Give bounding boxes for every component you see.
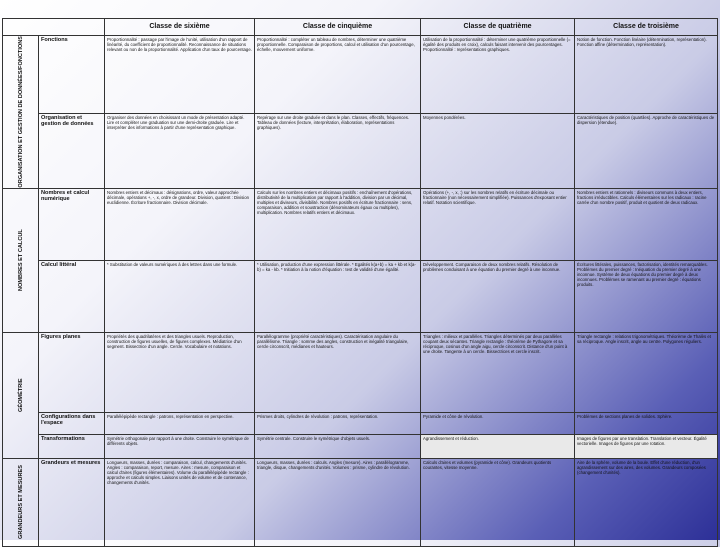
cell-troisieme: Caractéristiques de position (quartiles). Approche de caractéristiques de dispersion (étendue). — [575, 113, 718, 188]
cell-quatrieme: Triangles : milieux et parallèles. Triangles déterminés par deux parallèles coupant deux sécantes. Triangle rectangle : théorème de Pythagore et sa réciproque, cosinus d'un angle aigu, cercle circonscrit. Distance d'un point à une droite. Tangente à un cercle. Bissectrices et cercle inscrit. — [421, 332, 575, 412]
table-row — [3, 113, 718, 188]
table-row — [3, 332, 718, 412]
row-label: Transformations — [39, 434, 105, 458]
cell-quatrieme: Développement. Comparaison de deux nombres relatifs. Résolution de problèmes conduisant à une équation du premier degré à une inconnue. — [421, 260, 575, 332]
cell-troisieme: Aire de la sphère, volume de la boule. Effet d'une réduction, d'un agrandissement sur des aires, des volumes. Grandeurs composées (changement d'unités). — [575, 458, 718, 546]
cell-quatrieme: Calculs d'aires et volumes (pyramide et cône). Grandeurs quotients courantes, vitesse moyenne. — [421, 458, 575, 546]
cell-cinquieme: Symétrie centrale. Construire le symétrique d'objets usuels. — [255, 434, 421, 458]
domain-nombres: NOMBRES ET CALCUL — [3, 188, 39, 332]
cell-quatrieme: Moyennes pondérées. — [421, 113, 575, 188]
cell-cinquieme: Prismes droits, cylindres de révolution : patrons, représentation. — [255, 412, 421, 434]
cell-sixieme: Organiser des données en choisissant un mode de présentation adapté. Lire et compléter une graduation sur une demi-droite graduée. Lire et interpréter des informations à partir d'une représentation graphique. — [105, 113, 255, 188]
row-label: Nombres et calcul numérique — [39, 188, 105, 260]
header-troisieme: Classe de troisième — [575, 19, 718, 36]
cell-sixieme: Longueurs, masses, durées : comparaison, calcul, changements d'unités. Angles : comparaison, report, mesure. Aires : mesure, comparaison et calcul d'aires (figures élémentaires). Volume du parallélépipède rectangle : approche et calculs simples. Liaisons unités de volume et de contenance, changements d'unités. — [105, 458, 255, 546]
table-row — [3, 412, 718, 434]
cell-cinquieme: Parallélogramme (propriété caractéristiques). Caractérisation angulaire du parallélisme. Triangle : somme des angles, construction et inégalité triangulaire, cercle circonscrit, médianes et hauteurs. — [255, 332, 421, 412]
cell-cinquieme: Proportionnalité : compléter un tableau de nombres, déterminer une quatrième proportionnelle. Comparaison de proportions, calcul et utilisation d'un pourcentage, échelle, mouvement uniforme. — [255, 36, 421, 114]
curriculum-sheet — [2, 18, 717, 540]
table-row — [3, 36, 718, 114]
header-row — [3, 19, 718, 36]
domain-grandeurs: GRANDEURS ET MESURES — [3, 458, 39, 546]
cell-cinquieme: Calculs sur les nombres entiers et décimaux positifs : enchaînement d'opérations, distributivité de la multiplication par rapport à l'addition, division par un décimal, multiples et diviseurs, divisibilité. Nombres positifs en écriture fractionnaire : sens, comparaison, addition et soustraction (dénominateurs égaux ou multiples), multiplication. Nombres relatifs entiers et décimaux. — [255, 188, 421, 260]
cell-quatrieme: Utilisation de la proportionnalité : déterminer une quatrième proportionnelle (= égalité des produits en croix), calculs faisant intervenir des pourcentages. Proportionnalité : représentations graphiques. — [421, 36, 575, 114]
cell-cinquieme: Repérage sur une droite graduée et dans le plan. Classes, effectifs, fréquences. Tableau de données (lecture, interprétation, élaboration, représentations graphiques). — [255, 113, 421, 188]
cell-sixieme: * Substitution de valeurs numériques à des lettres dans une formule. — [105, 260, 255, 332]
row-label: Figures planes — [39, 332, 105, 412]
progression-table — [2, 18, 718, 547]
cell-sixieme: Symétrie orthogonale par rapport à une droite. Construire le symétrique de différents objets. — [105, 434, 255, 458]
domain-organisation: ORGANISATION ET GESTION DE DONNÉES/FONCTIONS — [3, 36, 39, 189]
cell-cinquieme: * Utilisation, production d'une expression littérale. * Egalités k(a+b) = ka + kb et k(a-b) = ka - kb. * Initiation à la notion d'équation : test de validité d'une égalité. — [255, 260, 421, 332]
header-cinquieme: Classe de cinquième — [255, 19, 421, 36]
domain-geometrie: GÉOMÉTRIE — [3, 332, 39, 458]
table-row — [3, 434, 718, 458]
row-label: Fonctions — [39, 36, 105, 114]
cell-quatrieme: Agrandissement et réduction. — [421, 434, 575, 458]
row-label: Grandeurs et mesures — [39, 458, 105, 546]
cell-troisieme: Images de figures par une translation. Translation et vecteur. Égalité vectorielle. Images de figures par une rotation. — [575, 434, 718, 458]
cell-quatrieme: Opérations (+, -, x, :) sur les nombres relatifs en écriture décimale ou fractionnaire (non nécessairement simplifiée). Puissances d'exposant entier relatif. Notation scientifique. — [421, 188, 575, 260]
cell-troisieme: Triangle rectangle : relations trigonométriques. Théorème de Thalès et sa réciproque. Angle inscrit, angle au centre. Polygones réguliers. — [575, 332, 718, 412]
cell-sixieme: Parallélépipède rectangle : patrons, représentation en perspective. — [105, 412, 255, 434]
header-quatrieme: Classe de quatrième — [421, 19, 575, 36]
row-label: Calcul littéral — [39, 260, 105, 332]
table-row — [3, 260, 718, 332]
cell-sixieme: Propriétés des quadrilatères et des triangles usuels. Reproduction, construction de figures usuelles, de figures complexes. Médiatrice d'un segment. Bissectrice d'un angle. Cercle. Vocabulaire et notations. — [105, 332, 255, 412]
header-sixieme: Classe de sixième — [105, 19, 255, 36]
cell-troisieme: Écritures littérales, puissances, factorisation, identités remarquables. Problèmes du premier degré : Inéquation du premier degré à une inconnue. Système de deux équations du premier degré à deux inconnues. Problèmes se ramenant au premier degré : équations produits. — [575, 260, 718, 332]
cell-troisieme: Nombres entiers et rationnels : diviseurs communs à deux entiers, fractions irréductibles. Calculs élémentaires sur les radicaux : racine carrée d'un nombre positif, produit et quotient de deux radicaux. — [575, 188, 718, 260]
table-row — [3, 458, 718, 546]
cell-sixieme: Proportionnalité : passage par l'image de l'unité, utilisation d'un rapport de linéarité, du coefficient de proportionnalité. Reconnaissance de situations relevant ou non de la proportionnalité. Application d'un taux de pourcentage. — [105, 36, 255, 114]
table-row — [3, 188, 718, 260]
cell-troisieme: Notion de fonction. Fonction linéaire (détermination, représentation). Fonction affine (détermination, représentation). — [575, 36, 718, 114]
row-label: Configurations dans l'espace — [39, 412, 105, 434]
corner-cell — [3, 19, 105, 36]
cell-sixieme: Nombres entiers et décimaux : désignations, ordre, valeur approchée décimale, opérations +, -, x, ordre de grandeur. Division, quotient : Division euclidienne. Écriture fractionnaire. Division décimale. — [105, 188, 255, 260]
row-label: Organisation et gestion de données — [39, 113, 105, 188]
cell-cinquieme: Longueurs, masses, durées : calculs. Angles (mesure). Aires : parallélogramme, triangle, disque, changements d'unités. Volumes : prisme, cylindre de révolution. — [255, 458, 421, 546]
cell-quatrieme: Pyramide et cône de révolution. — [421, 412, 575, 434]
cell-troisieme: Problèmes de sections planes de solides. Sphère. — [575, 412, 718, 434]
